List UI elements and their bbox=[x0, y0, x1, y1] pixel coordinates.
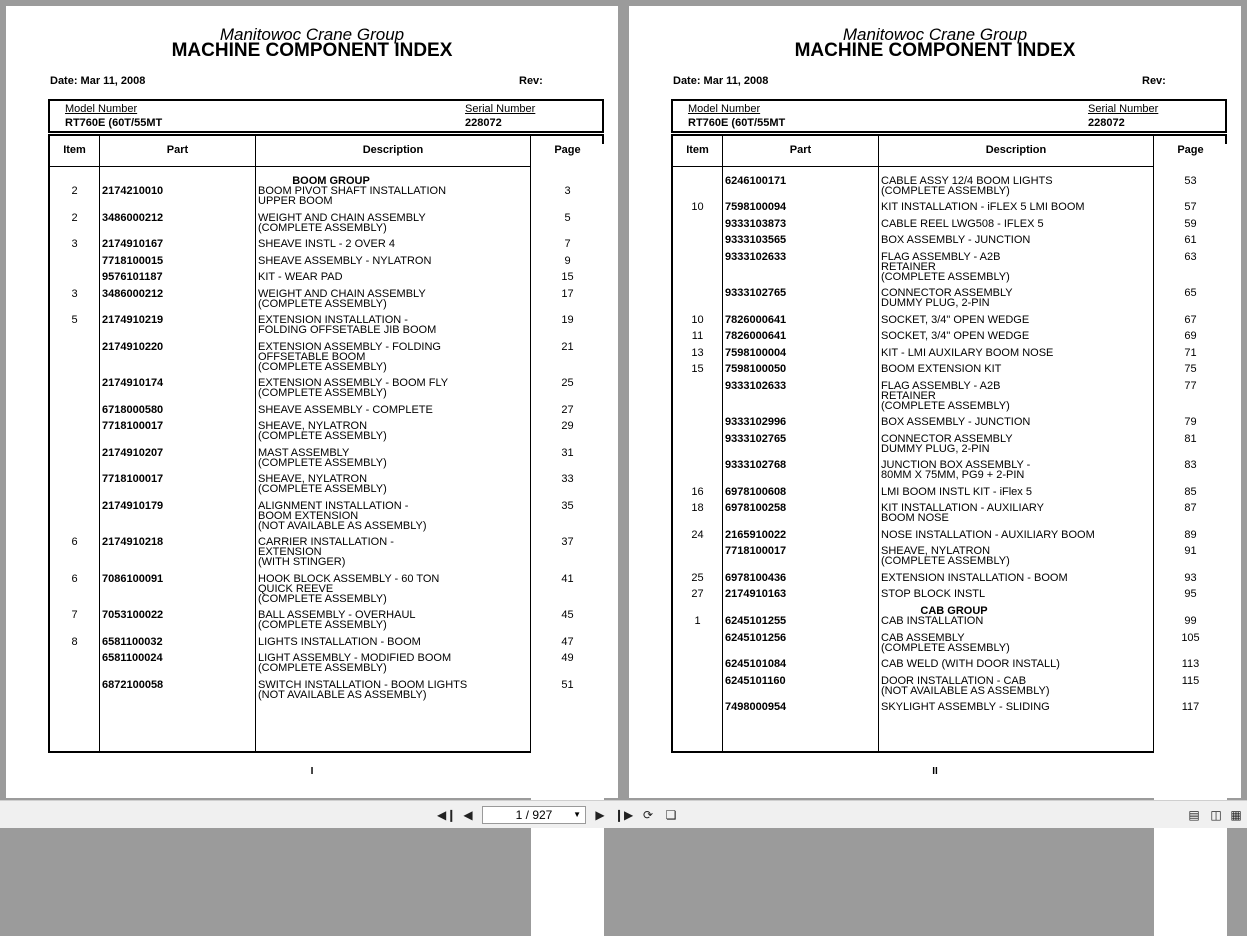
part-number: 7718100017 bbox=[725, 545, 787, 557]
part-number: 2174910219 bbox=[102, 314, 164, 326]
part-description: CARRIER INSTALLATION - EXTENSION (WITH STINGER) bbox=[258, 536, 394, 568]
page-reference: 69 bbox=[1184, 330, 1197, 342]
page-reference: 113 bbox=[1181, 658, 1200, 670]
page-reference: 75 bbox=[1184, 363, 1197, 375]
part-number: 6581100032 bbox=[102, 636, 163, 648]
page-reference: 51 bbox=[561, 679, 574, 691]
part-description: BOX ASSEMBLY - JUNCTION bbox=[881, 234, 1031, 246]
part-description: SOCKET, 3/4" OPEN WEDGE bbox=[881, 314, 1030, 326]
document-page-right bbox=[629, 6, 1241, 798]
serial-number-value: 228072 bbox=[1088, 117, 1125, 129]
page-reference: 71 bbox=[1184, 347, 1197, 359]
part-number: 7053100022 bbox=[102, 609, 164, 621]
part-description: SHEAVE INSTL - 2 OVER 4 bbox=[258, 238, 395, 250]
page-reference: 19 bbox=[561, 314, 574, 326]
part-number: 2174910220 bbox=[102, 341, 164, 353]
item-number: 15 bbox=[691, 363, 704, 375]
part-description: CONNECTOR ASSEMBLY DUMMY PLUG, 2-PIN bbox=[881, 287, 1013, 309]
single-page-view-icon[interactable]: ▤ bbox=[1188, 808, 1200, 822]
page-reference: 115 bbox=[1181, 675, 1200, 687]
column-header-description: Description bbox=[362, 144, 424, 156]
chevron-down-icon: ▼ bbox=[573, 810, 581, 819]
company-name: Manitowoc Crane Group bbox=[842, 25, 1028, 44]
page-reference: 59 bbox=[1184, 218, 1197, 230]
column-header-item: Item bbox=[686, 144, 709, 156]
part-description: STOP BLOCK INSTL bbox=[881, 588, 986, 600]
part-number: 2174910179 bbox=[102, 500, 164, 512]
part-number: 7718100015 bbox=[102, 255, 164, 267]
group-heading: BOOM GROUP bbox=[292, 175, 370, 187]
item-number: 3 bbox=[71, 238, 78, 250]
part-description: SHEAVE ASSEMBLY - NYLATRON bbox=[258, 255, 432, 267]
part-description: FLAG ASSEMBLY - A2B RETAINER (COMPLETE ASSEMBLY) bbox=[881, 380, 1010, 412]
part-description: EXTENSION INSTALLATION - BOOM bbox=[881, 572, 1068, 584]
page-reference: 87 bbox=[1184, 502, 1197, 514]
page-reference: 27 bbox=[561, 404, 574, 416]
first-page-icon[interactable]: ◀❙ bbox=[437, 808, 457, 822]
part-description: SOCKET, 3/4" OPEN WEDGE bbox=[881, 330, 1030, 342]
part-description: DOOR INSTALLATION - CAB (NOT AVAILABLE AS ASSEMBLY) bbox=[881, 675, 1050, 697]
part-number: 6978100436 bbox=[725, 572, 787, 584]
part-number: 7598100050 bbox=[725, 363, 787, 375]
page-reference: 25 bbox=[561, 377, 574, 389]
part-number: 9333102765 bbox=[725, 287, 787, 299]
page-reference: 85 bbox=[1184, 486, 1197, 498]
page-reference: 45 bbox=[561, 609, 574, 621]
item-number: 27 bbox=[691, 588, 704, 600]
page-reference: 117 bbox=[1181, 701, 1200, 713]
model-number-label: Model Number bbox=[688, 103, 761, 115]
part-number: 2174910163 bbox=[725, 588, 787, 600]
rotate-icon[interactable]: ⟳ bbox=[642, 808, 654, 822]
item-number: 10 bbox=[691, 314, 704, 326]
part-number: 6245101255 bbox=[725, 615, 787, 627]
rev-label: Rev: bbox=[1142, 75, 1166, 87]
item-number: 24 bbox=[691, 529, 704, 541]
part-number: 7498000954 bbox=[725, 701, 787, 713]
page-reference: 29 bbox=[561, 420, 574, 432]
part-description: JUNCTION BOX ASSEMBLY - 80MM X 75MM, PG9 + 2-PIN bbox=[881, 459, 1031, 481]
page-reference: 79 bbox=[1184, 416, 1197, 428]
page-reference: 7 bbox=[564, 238, 571, 250]
page-reference: 65 bbox=[1184, 287, 1197, 299]
continuous-view-icon[interactable]: ▦ bbox=[1230, 808, 1242, 822]
page-reference: 15 bbox=[561, 271, 574, 283]
model-info-box bbox=[671, 99, 1227, 133]
part-number: 6872100058 bbox=[102, 679, 164, 691]
part-description: BALL ASSEMBLY - OVERHAUL (COMPLETE ASSEMBLY) bbox=[258, 609, 416, 631]
part-number: 7718100017 bbox=[102, 420, 164, 432]
part-number: 7718100017 bbox=[102, 473, 164, 485]
part-number: 9333102996 bbox=[725, 416, 787, 428]
part-description: EXTENSION ASSEMBLY - FOLDING OFFSETABLE BOOM (COMPLETE ASSEMBLY) bbox=[258, 341, 441, 373]
item-number: 6 bbox=[71, 536, 78, 548]
part-description: MAST ASSEMBLY (COMPLETE ASSEMBLY) bbox=[258, 447, 387, 469]
page-reference: 89 bbox=[1184, 529, 1197, 541]
column-header-item: Item bbox=[63, 144, 86, 156]
part-description: LIGHT ASSEMBLY - MODIFIED BOOM (COMPLETE ASSEMBLY) bbox=[258, 652, 452, 674]
part-number: 9576101187 bbox=[102, 271, 163, 283]
model-number-label: Model Number bbox=[65, 103, 138, 115]
part-description: EXTENSION ASSEMBLY - BOOM FLY (COMPLETE ASSEMBLY) bbox=[258, 377, 449, 399]
serial-number-label: Serial Number bbox=[465, 103, 536, 115]
page-reference: 41 bbox=[561, 573, 574, 585]
page-reference: 53 bbox=[1184, 175, 1197, 187]
part-number: 7086100091 bbox=[102, 573, 164, 585]
part-number: 6718000580 bbox=[102, 404, 164, 416]
part-number: 2174910167 bbox=[102, 238, 164, 250]
item-number: 2 bbox=[71, 185, 78, 197]
item-number: 5 bbox=[71, 314, 78, 326]
part-description: KIT INSTALLATION - AUXILIARY BOOM NOSE bbox=[881, 502, 1045, 524]
part-number: 9333102633 bbox=[725, 380, 787, 392]
part-number: 6581100024 bbox=[102, 652, 163, 664]
item-number: 6 bbox=[71, 573, 78, 585]
page-reference: 63 bbox=[1184, 251, 1197, 263]
page-reference: 5 bbox=[564, 212, 571, 224]
part-description: SWITCH INSTALLATION - BOOM LIGHTS (NOT AVAILABLE AS ASSEMBLY) bbox=[258, 679, 468, 701]
item-number: 7 bbox=[71, 609, 78, 621]
part-number: 2174210010 bbox=[102, 185, 164, 197]
page-reference: 93 bbox=[1184, 572, 1197, 584]
page-reference: 21 bbox=[561, 341, 574, 353]
part-number: 7598100004 bbox=[725, 347, 787, 359]
part-number: 2174910174 bbox=[102, 377, 164, 389]
column-header-description: Description bbox=[985, 144, 1047, 156]
part-description: LIGHTS INSTALLATION - BOOM bbox=[258, 636, 421, 648]
page-reference: 99 bbox=[1184, 615, 1197, 627]
page-reference: 17 bbox=[561, 288, 574, 300]
last-page-icon[interactable]: ❙▶ bbox=[614, 808, 634, 822]
page-reference: 57 bbox=[1184, 201, 1197, 213]
page-number: I bbox=[310, 766, 314, 777]
part-number: 6245101084 bbox=[725, 658, 787, 670]
part-number: 6245101256 bbox=[725, 632, 787, 644]
item-number: 13 bbox=[691, 347, 704, 359]
part-number: 2165910022 bbox=[725, 529, 787, 541]
page-reference: 105 bbox=[1181, 632, 1200, 644]
item-number: 10 bbox=[691, 201, 704, 213]
part-description: BOX ASSEMBLY - JUNCTION bbox=[881, 416, 1031, 428]
document-title: MACHINE COMPONENT INDEX bbox=[794, 40, 1076, 61]
part-description: SHEAVE, NYLATRON (COMPLETE ASSEMBLY) bbox=[258, 473, 387, 495]
column-header-part: Part bbox=[166, 144, 189, 156]
part-number: 7826000641 bbox=[725, 314, 787, 326]
serial-number-value: 228072 bbox=[465, 117, 502, 129]
item-number: 18 bbox=[691, 502, 704, 514]
part-description: KIT - WEAR PAD bbox=[258, 271, 343, 283]
part-description: BOOM EXTENSION KIT bbox=[881, 363, 1002, 375]
model-number-value: RT760E (60T/55MT bbox=[65, 117, 163, 129]
book-view-icon[interactable]: ◫ bbox=[1210, 808, 1222, 822]
part-number: 2174910207 bbox=[102, 447, 164, 459]
prev-page-icon[interactable]: ◀ bbox=[463, 808, 473, 822]
document-page-left bbox=[6, 6, 618, 798]
company-name: Manitowoc Crane Group bbox=[219, 25, 405, 44]
component-table bbox=[671, 134, 1227, 753]
part-description: KIT - LMI AUXILARY BOOM NOSE bbox=[881, 347, 1054, 359]
part-description: CABLE REEL LWG508 - IFLEX 5 bbox=[881, 218, 1044, 230]
two-page-icon[interactable]: ❏ bbox=[665, 808, 677, 822]
part-description: FLAG ASSEMBLY - A2B RETAINER (COMPLETE ASSEMBLY) bbox=[881, 251, 1010, 283]
page-reference: 9 bbox=[564, 255, 571, 267]
part-description: WEIGHT AND CHAIN ASSEMBLY (COMPLETE ASSEMBLY) bbox=[258, 212, 426, 234]
page-reference: 37 bbox=[561, 536, 574, 548]
part-description: SHEAVE, NYLATRON (COMPLETE ASSEMBLY) bbox=[258, 420, 387, 442]
page-number-select[interactable] bbox=[482, 806, 586, 824]
item-number: 2 bbox=[71, 212, 78, 224]
viewer-toolbar bbox=[0, 800, 1247, 828]
page-reference: 77 bbox=[1184, 380, 1197, 392]
item-number: 3 bbox=[71, 288, 78, 300]
part-number: 9333102765 bbox=[725, 433, 787, 445]
part-description: BOOM PIVOT SHAFT INSTALLATION UPPER BOOM bbox=[258, 185, 447, 207]
page-reference: 91 bbox=[1184, 545, 1197, 557]
part-description: EXTENSION INSTALLATION - FOLDING OFFSETABLE JIB BOOM bbox=[258, 314, 437, 336]
page-reference: 49 bbox=[561, 652, 574, 664]
page-reference: 81 bbox=[1184, 433, 1197, 445]
part-number: 7598100094 bbox=[725, 201, 787, 213]
page-reference: 31 bbox=[561, 447, 574, 459]
part-number: 9333103565 bbox=[725, 234, 787, 246]
model-info-box bbox=[48, 99, 604, 133]
part-description: SHEAVE ASSEMBLY - COMPLETE bbox=[258, 404, 433, 416]
part-description: NOSE INSTALLATION - AUXILIARY BOOM bbox=[881, 529, 1095, 541]
part-description: CABLE ASSY 12/4 BOOM LIGHTS (COMPLETE ASSEMBLY) bbox=[881, 175, 1053, 197]
date-label: Date: Mar 11, 2008 bbox=[50, 75, 146, 87]
page-reference: 83 bbox=[1184, 459, 1197, 471]
part-number: 3486000212 bbox=[102, 212, 164, 224]
item-number: 16 bbox=[691, 486, 704, 498]
column-header-part: Part bbox=[789, 144, 812, 156]
part-description: CONNECTOR ASSEMBLY DUMMY PLUG, 2-PIN bbox=[881, 433, 1013, 455]
next-page-icon[interactable]: ▶ bbox=[595, 808, 605, 822]
date-label: Date: Mar 11, 2008 bbox=[673, 75, 769, 87]
part-description: WEIGHT AND CHAIN ASSEMBLY (COMPLETE ASSEMBLY) bbox=[258, 288, 426, 310]
part-description: KIT INSTALLATION - iFLEX 5 LMI BOOM bbox=[881, 201, 1085, 213]
page-reference: 67 bbox=[1184, 314, 1197, 326]
part-number: 6245101160 bbox=[725, 675, 786, 687]
group-heading: CAB GROUP bbox=[920, 605, 988, 617]
part-number: 3486000212 bbox=[102, 288, 164, 300]
serial-number-label: Serial Number bbox=[1088, 103, 1159, 115]
part-number: 7826000641 bbox=[725, 330, 787, 342]
part-number: 9333102768 bbox=[725, 459, 787, 471]
page-reference: 95 bbox=[1184, 588, 1197, 600]
rev-label: Rev: bbox=[519, 75, 543, 87]
item-number: 11 bbox=[691, 330, 704, 342]
item-number: 25 bbox=[691, 572, 704, 584]
part-number: 6978100608 bbox=[725, 486, 787, 498]
part-number: 9333102633 bbox=[725, 251, 787, 263]
column-header-page: Page bbox=[531, 144, 604, 936]
part-description: SHEAVE, NYLATRON (COMPLETE ASSEMBLY) bbox=[881, 545, 1010, 567]
item-number: 8 bbox=[71, 636, 78, 648]
part-description: ALIGNMENT INSTALLATION - BOOM EXTENSION (NOT AVAILABLE AS ASSEMBLY) bbox=[258, 500, 427, 532]
part-number: 9333103873 bbox=[725, 218, 787, 230]
page-reference: 61 bbox=[1184, 234, 1197, 246]
part-description: CAB ASSEMBLY (COMPLETE ASSEMBLY) bbox=[881, 632, 1010, 654]
page-indicator: 1 / 927 bbox=[515, 808, 553, 822]
part-description: SKYLIGHT ASSEMBLY - SLIDING bbox=[881, 701, 1050, 713]
part-description: CAB WELD (WITH DOOR INSTALL) bbox=[881, 658, 1060, 670]
part-description: LMI BOOM INSTL KIT - iFlex 5 bbox=[881, 486, 1032, 498]
page-reference: 47 bbox=[561, 636, 574, 648]
document-title: MACHINE COMPONENT INDEX bbox=[171, 40, 453, 61]
part-number: 6978100258 bbox=[725, 502, 787, 514]
item-number: 1 bbox=[694, 615, 701, 627]
part-description: HOOK BLOCK ASSEMBLY - 60 TON QUICK REEVE (COMPLETE ASSEMBLY) bbox=[258, 573, 440, 605]
model-number-value: RT760E (60T/55MT bbox=[688, 117, 786, 129]
page-reference: 35 bbox=[561, 500, 574, 512]
page-reference: 3 bbox=[564, 185, 571, 197]
part-number: 2174910218 bbox=[102, 536, 164, 548]
part-number: 6246100171 bbox=[725, 175, 787, 187]
column-header-page: Page bbox=[1154, 144, 1227, 936]
page-number: II bbox=[932, 766, 938, 777]
component-table bbox=[48, 134, 604, 753]
page-reference: 33 bbox=[561, 473, 574, 485]
part-description: CAB INSTALLATION bbox=[881, 615, 984, 627]
